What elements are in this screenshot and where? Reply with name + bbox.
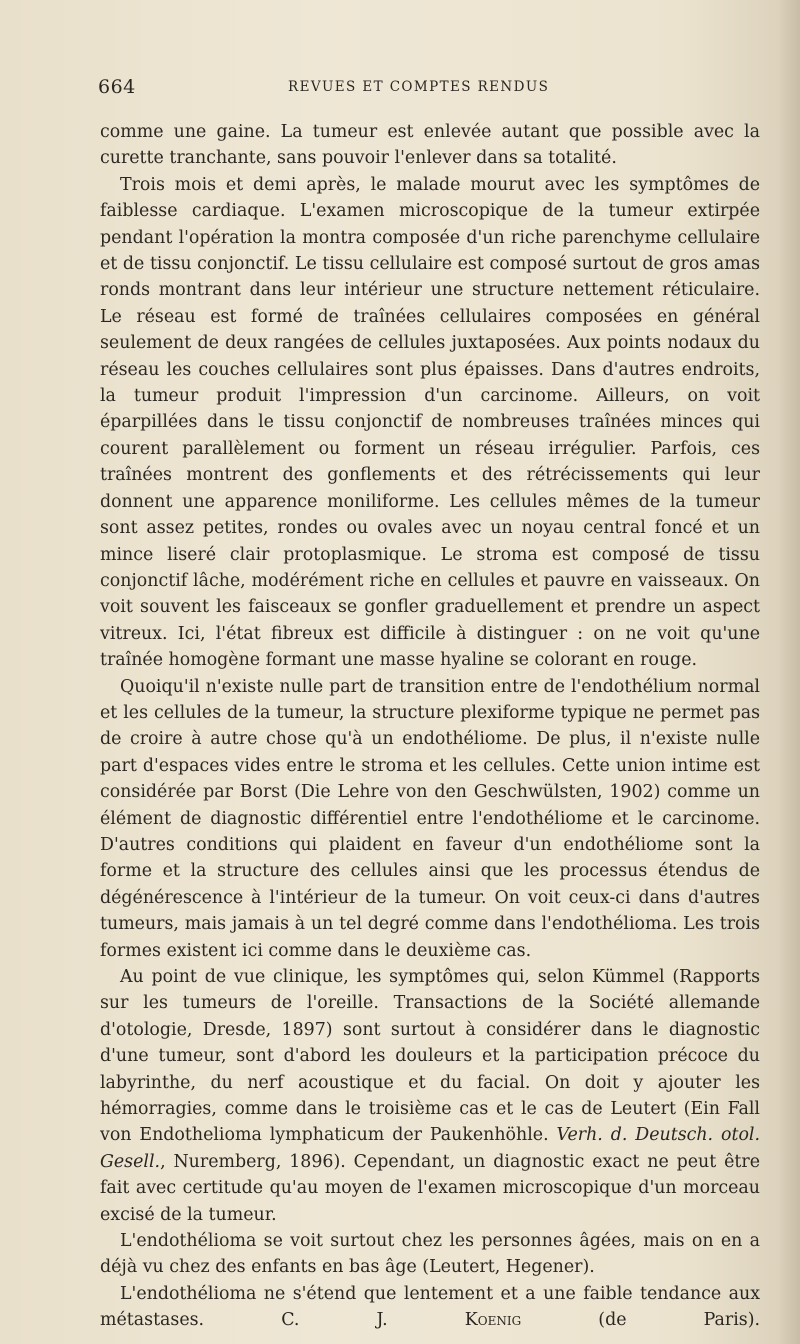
- author-signature: C. J. Koenig: [281, 1310, 522, 1331]
- author-location: (de Paris).: [598, 1310, 761, 1331]
- closing-text: L'endothélioma ne s'étend que lentement et a une faible tendance aux métastases.: [100, 1283, 760, 1331]
- paragraph-4: [100, 964, 760, 1228]
- journal-citation: Verh. d. Deutsch. otol. Gesell.: [100, 1125, 761, 1172]
- page-edge-shadow: [778, 0, 800, 1344]
- paragraph-2: Trois mois et demi après, le malade mourut avec les symptômes de faiblesse cardiaque. L'examen microscopique de la tumeur extirpée pendant l'opération la montra composée d'un riche parenchyme cellulaire et de tissu conjonctif. Le tissu cellulaire est composé surtout de gros amas ronds montrant dans leur intérieur une structure nettement réticulaire. Le réseau est formé de traînées cellulaires composées en général seulement de deux rangées de cellules juxtaposées. Aux points nodaux du réseau les couches cellulaires sont plus épaisses. Dans d'autres endroits, la tumeur produit l'impression d'un carcinome. Ailleurs, on voit éparpillées dans le tissu conjonctif de nombreuses traînées minces qui courent parallèlement ou forment un réseau irrégulier. Parfois, ces traînées montrent des gonflements et des rétrécissements qui leur donnent une apparence moniliforme. Les cellules mêmes de la tumeur sont assez petites, rondes ou ovales avec un noyau central foncé et un mince liseré clair protoplasmique. Le stroma est composé de tissu conjonctif lâche, modérément riche en cellules et pauvre en vaisseaux. On voit souvent les faisceaux se gonfler graduellement et prendre un aspect vitreux. Ici, l'état fibreux est difficile à distinguer : on ne voit qu'une traînée homogène formant une masse hyaline se colorant en rouge.: [100, 174, 760, 671]
- paragraph-4-text: Au point de vue clinique, les symptômes qui, selon Kümmel (Rapports sur les tumeurs de l'oreille. Transactions de la Société allemande d'otologie, Dresde, 1897) sont surtout à considérer dans le diagnostic d'une tumeur, sont d'abord les douleurs et la participation précoce du labyrinthe, du nerf acoustique et du facial. On doit y ajouter les hémorragies, comme dans le troisième cas et le cas de Leutert (Ein Fall von Endothelioma lymphaticum der Paukenhöhle.: [100, 967, 760, 1146]
- paragraph-1: comme une gaine. La tumeur est enlevée autant que possible avec la curette tranchante, sans pouvoir l'enlever dans sa totalité.: [100, 122, 760, 169]
- page-number: 664: [98, 76, 136, 98]
- running-title: REVUES ET COMPTES RENDUS: [288, 79, 550, 95]
- closing-paragraph: [100, 1281, 760, 1334]
- paragraph-5: L'endothélioma se voit surtout chez les personnes âgées, mais on en a déjà vu chez des enfants en bas âge (Leutert, Hegener).: [100, 1231, 760, 1278]
- body-text: [100, 119, 760, 1334]
- paragraph-4-rest: , Nuremberg, 1896). Cependant, un diagnostic exact ne peut être fait avec certitude qu'au moyen de l'examen microscopique d'un morceau excisé de la tumeur.: [100, 1151, 760, 1225]
- paragraph-3: Quoiqu'il n'existe nulle part de transition entre de l'endothélium normal et les cellules de la tumeur, la structure plexiforme typique ne permet pas de croire à autre chose qu'à un endothéliome. De plus, il n'existe nulle part d'espaces vides entre le stroma et les cellules. Cette union intime est considérée par Borst (Die Lehre von den Geschwülsten, 1902) comme un élément de diagnostic différentiel entre l'endothéliome et le carcinome. D'autres conditions qui plaident en faveur d'un endothéliome sont la forme et la structure des cellules ainsi que les processus étendus de dégénérescence à l'intérieur de la tumeur. On voit ceux-ci dans d'autres tumeurs, mais jamais à un tel degré comme dans l'endothélioma. Les trois formes existent ici comme dans le deuxième cas.: [100, 676, 760, 961]
- page-header: [98, 76, 758, 100]
